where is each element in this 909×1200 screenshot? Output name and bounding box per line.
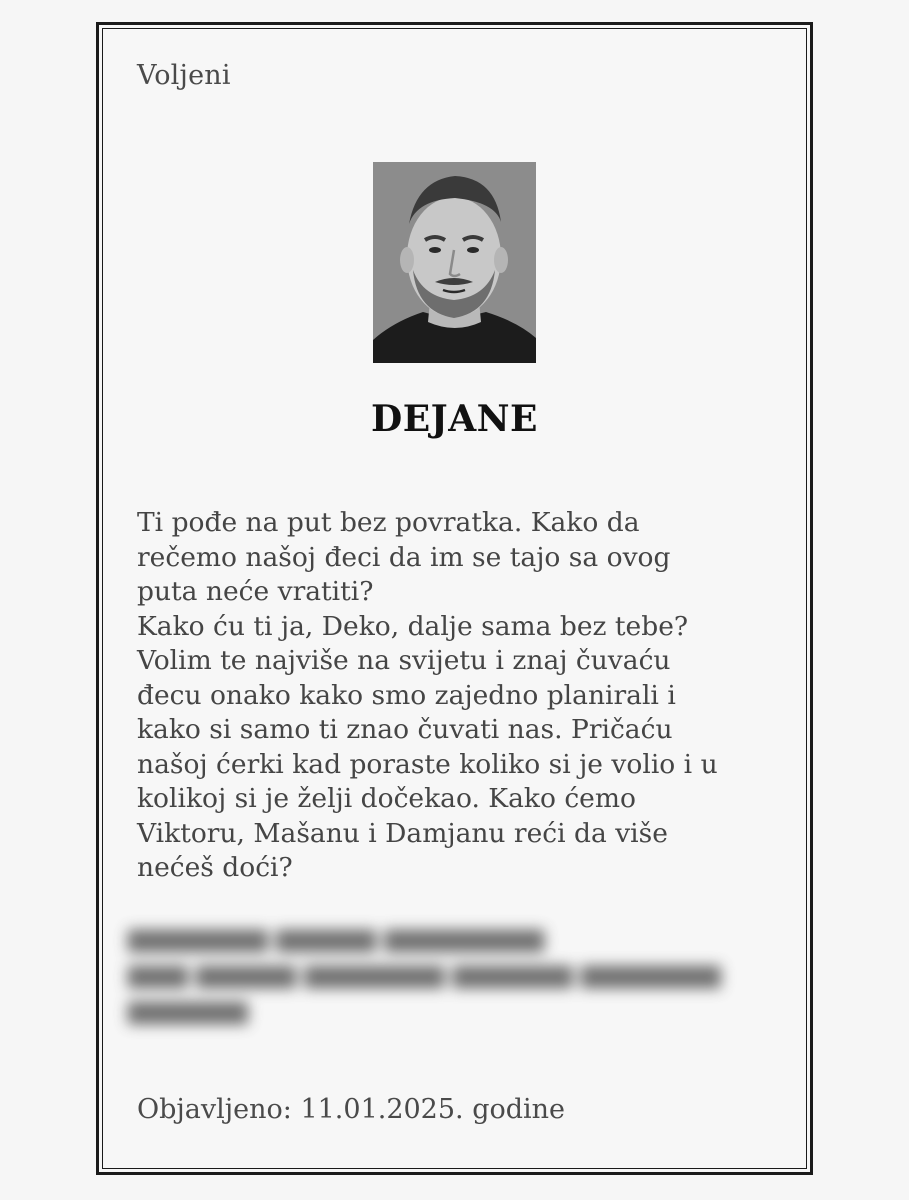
portrait-photo	[373, 162, 536, 363]
published-date: Objavljeno: 11.01.2025. godine	[137, 1094, 566, 1125]
portrait-image	[373, 162, 536, 363]
message-line: nećeš doći?	[137, 852, 293, 883]
deceased-name: DEJANE	[371, 398, 538, 440]
message-line: kako si samo ti znao čuvati nas. Pričaću	[137, 714, 673, 745]
message-line: Kako ću ti ja, Deko, dalje sama bez tebe?	[137, 610, 689, 642]
message-line: rečemo našoj đeci da im se tajo sa ovog	[137, 541, 671, 573]
blurred-signature: ▆▆▆▆▆▆▆ ▆▆▆▆▆ ▆▆▆▆▆▆▆▆ ▆▆▆ ▆▆▆▆▆ ▆▆▆▆▆▆▆ ▆▆▆▆▆▆ ▆▆▆▆▆▆▆ ▆▆▆▆▆▆	[128, 923, 721, 1025]
message-line: puta neće vratiti?	[137, 576, 374, 607]
message-line: Ti pođe na put bez povratka. Kako da	[137, 507, 640, 538]
message-line: Volim te najviše na svijetu i znaj čuvaću	[137, 645, 671, 676]
intro-text: Voljeni	[137, 60, 231, 91]
message-line: Viktoru, Mašanu i Damjanu reći da više	[137, 817, 668, 849]
message-line: đecu onako kako smo zajedno planirali i	[137, 679, 676, 711]
message-text	[137, 506, 787, 886]
message-line: kolikoj si je želji dočekao. Kako ćemo	[137, 783, 636, 814]
message-line: našoj ćerki kad poraste koliko si je volio i u	[137, 748, 718, 780]
